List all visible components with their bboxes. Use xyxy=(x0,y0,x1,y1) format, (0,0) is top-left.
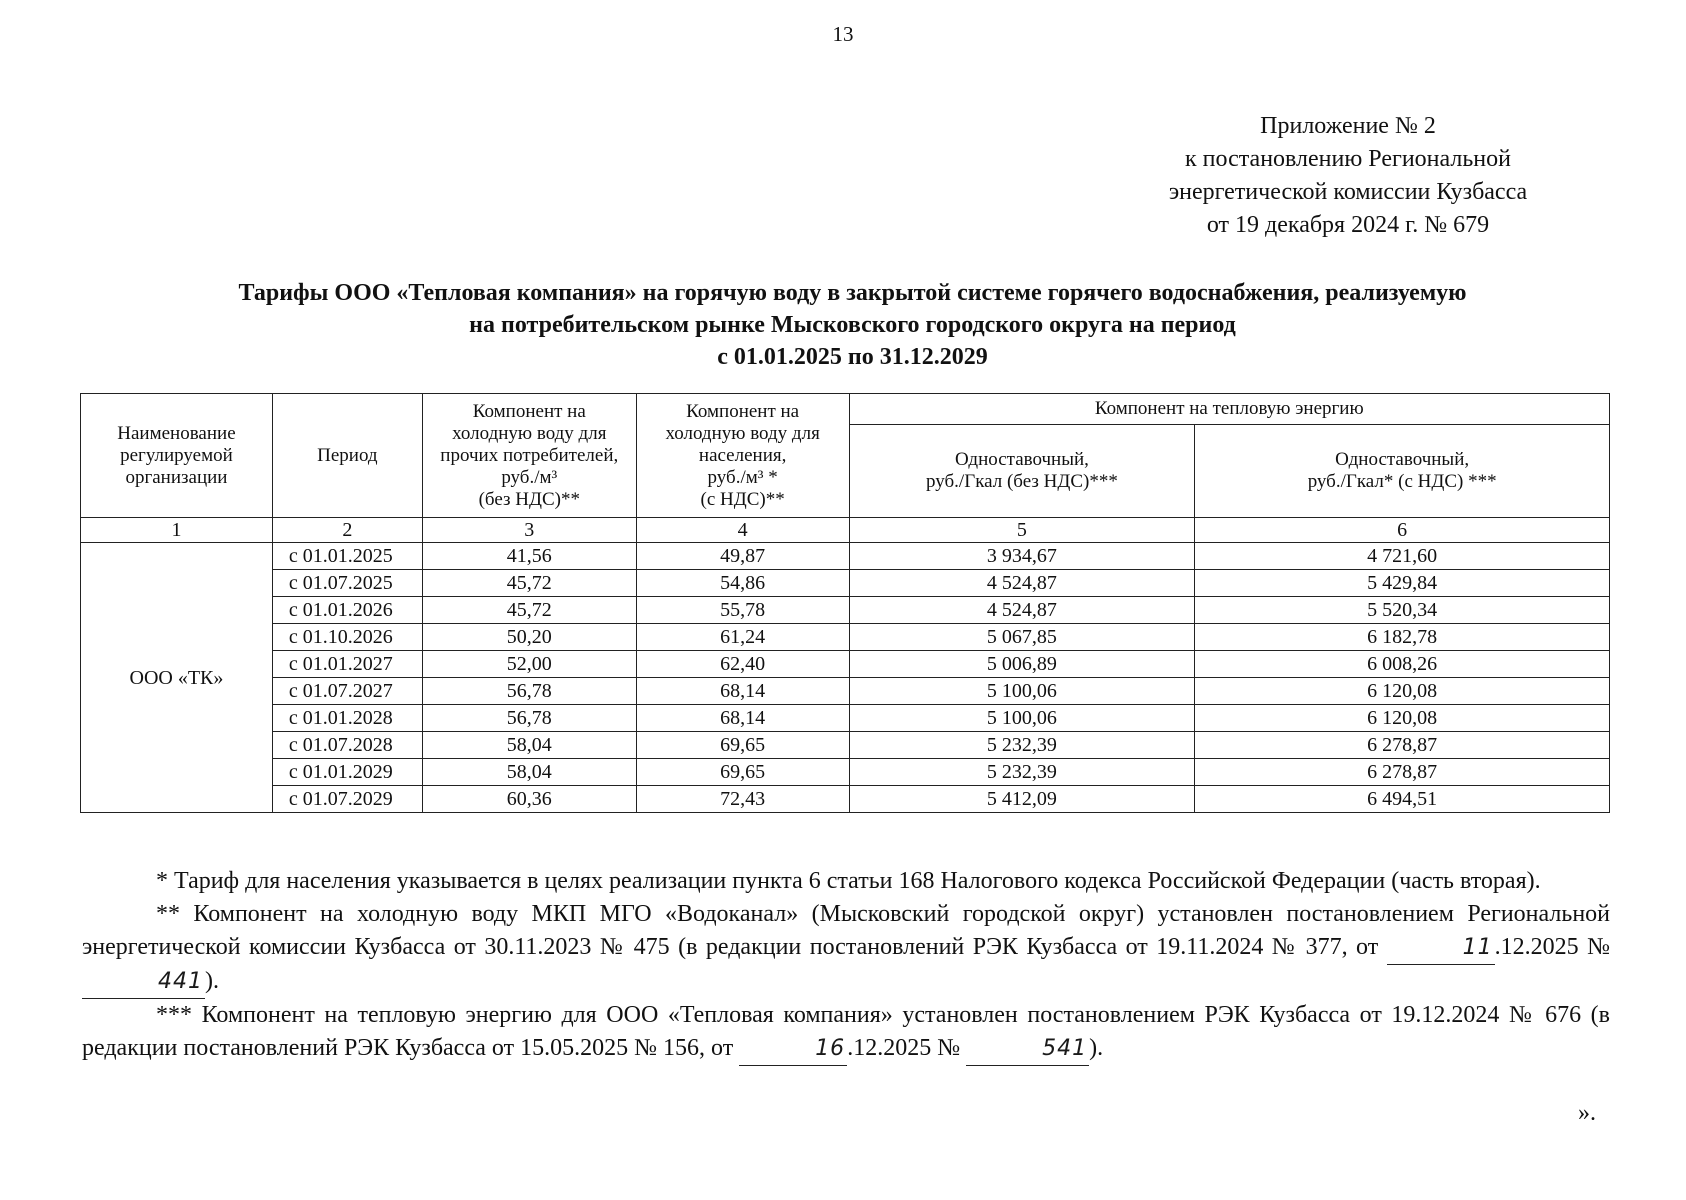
table-row xyxy=(81,543,1610,570)
header-cold-water-population-line: руб./м³ * xyxy=(707,466,778,488)
header-cold-water-other xyxy=(422,394,636,518)
heat-vat-cell: 5 429,84 xyxy=(1195,570,1610,597)
footnotes xyxy=(82,865,1610,1066)
period-cell: с 01.01.2029 xyxy=(272,759,422,786)
heat-vat-cell: 4 721,60 xyxy=(1195,543,1610,570)
cold-other-cell: 41,56 xyxy=(422,543,636,570)
header-single-rate-vat-line: Одноставочный, xyxy=(1335,449,1470,470)
cold-other-cell: 52,00 xyxy=(422,651,636,678)
header-thermal-energy: Компонент на тепловую энергию xyxy=(849,394,1609,425)
cold-other-cell: 56,78 xyxy=(422,705,636,732)
period-cell: с 01.01.2026 xyxy=(272,597,422,624)
cold-population-cell: 54,86 xyxy=(636,570,849,597)
table-row xyxy=(81,651,1610,678)
footnote-3-text: *** Компонент на тепловую энергию для ООО «Тепловая компания» установлен постановлением РЭК Кузбасса от 19.12.2024 № 676 (в редакции постановлений РЭК Кузбасса от 15.05.2025 № 156, от xyxy=(82,1002,1610,1061)
column-number: 3 xyxy=(422,518,636,543)
column-number: 1 xyxy=(81,518,273,543)
handwritten-number: 541 xyxy=(966,1032,1089,1066)
cold-population-cell: 68,14 xyxy=(636,678,849,705)
table-row xyxy=(81,705,1610,732)
handwritten-day: 16 xyxy=(739,1032,847,1066)
table-row xyxy=(81,759,1610,786)
header-single-rate-no-vat-line: руб./Гкал (без НДС)*** xyxy=(926,471,1118,492)
period-cell: с 01.07.2029 xyxy=(272,786,422,813)
header-organization: Наименование регулируемой организации xyxy=(81,394,273,518)
column-number-row xyxy=(81,518,1610,543)
header-single-rate-no-vat xyxy=(849,425,1195,518)
table-row xyxy=(81,678,1610,705)
header-cold-water-population-line: холодную воду для xyxy=(665,422,820,444)
footnote-2-text: ** Компонент на холодную воду МКП МГО «Водоканал» (Мысковский городской округ) установлен постановлением Региональной энергетической комиссии Кузбасса от 30.11.2023 № 475 (в редакции постановлений РЭК Кузбасса от 19.11.2024 № 377, от xyxy=(82,901,1610,960)
header-cold-water-other-line: прочих потребителей, xyxy=(440,444,619,466)
handwritten-day: 11 xyxy=(1387,931,1495,965)
page-number: 13 xyxy=(832,22,854,46)
period-cell: с 01.01.2025 xyxy=(272,543,422,570)
header-cold-water-other-line: холодную воду для xyxy=(452,422,607,444)
header-cold-water-population-line: Компонент на xyxy=(686,400,800,422)
heat-vat-cell: 6 494,51 xyxy=(1195,786,1610,813)
heat-vat-cell: 6 120,08 xyxy=(1195,678,1610,705)
footnote-3-text: ). xyxy=(1089,1035,1104,1061)
period-cell: с 01.07.2025 xyxy=(272,570,422,597)
period-cell: с 01.07.2028 xyxy=(272,732,422,759)
header-cold-water-other-line: (без НДС)** xyxy=(478,488,580,510)
cold-population-cell: 68,14 xyxy=(636,705,849,732)
cold-population-cell: 72,43 xyxy=(636,786,849,813)
heat-no-vat-cell: 5 412,09 xyxy=(849,786,1195,813)
heat-no-vat-cell: 5 100,06 xyxy=(849,705,1195,732)
cold-other-cell: 58,04 xyxy=(422,759,636,786)
table-row xyxy=(81,624,1610,651)
closing-quote: ». xyxy=(1578,1100,1596,1126)
organization-cell: ООО «ТК» xyxy=(81,543,273,813)
title-line-3: с 01.01.2025 по 31.12.2029 xyxy=(717,344,988,370)
heat-no-vat-cell: 3 934,67 xyxy=(849,543,1195,570)
header-cold-water-population-line: населения, xyxy=(698,444,787,466)
cold-population-cell: 61,24 xyxy=(636,624,849,651)
tariff-table xyxy=(80,393,1610,813)
heat-no-vat-cell: 5 232,39 xyxy=(849,732,1195,759)
heat-vat-cell: 6 008,26 xyxy=(1195,651,1610,678)
heat-vat-cell: 6 120,08 xyxy=(1195,705,1610,732)
cold-other-cell: 58,04 xyxy=(422,732,636,759)
heat-vat-cell: 6 182,78 xyxy=(1195,624,1610,651)
period-cell: с 01.10.2026 xyxy=(272,624,422,651)
heat-no-vat-cell: 5 100,06 xyxy=(849,678,1195,705)
cold-other-cell: 45,72 xyxy=(422,597,636,624)
cold-other-cell: 45,72 xyxy=(422,570,636,597)
title-line-1: Тарифы ООО «Тепловая компания» на горячую воду в закрытой системе горячего водоснабжения, реализуемую xyxy=(238,280,1467,306)
appendix-line-3: энергетической комиссии Кузбасса xyxy=(1168,179,1528,205)
appendix-line-2: к постановлению Региональной xyxy=(1185,146,1511,172)
footnote-2-text: .12.2025 № xyxy=(1494,934,1610,960)
cold-other-cell: 60,36 xyxy=(422,786,636,813)
header-single-rate-no-vat-line: Одноставочный, xyxy=(954,449,1089,470)
column-number: 5 xyxy=(849,518,1195,543)
cold-population-cell: 69,65 xyxy=(636,732,849,759)
table-row xyxy=(81,570,1610,597)
cold-population-cell: 62,40 xyxy=(636,651,849,678)
period-cell: с 01.01.2027 xyxy=(272,651,422,678)
footnote-3 xyxy=(82,999,1610,1066)
cold-other-cell: 56,78 xyxy=(422,678,636,705)
cold-population-cell: 49,87 xyxy=(636,543,849,570)
heat-no-vat-cell: 5 006,89 xyxy=(849,651,1195,678)
heat-vat-cell: 6 278,87 xyxy=(1195,732,1610,759)
footnote-1: * Тариф для населения указывается в целях реализации пункта 6 статьи 168 Налогового кодекса Российской Федерации (часть вторая). xyxy=(156,868,1541,894)
heat-no-vat-cell: 4 524,87 xyxy=(849,597,1195,624)
header-cold-water-population xyxy=(636,394,849,518)
footnote-2 xyxy=(82,898,1610,999)
heat-vat-cell: 6 278,87 xyxy=(1195,759,1610,786)
appendix-line-4: от 19 декабря 2024 г. № 679 xyxy=(1206,212,1490,238)
footnote-2-text: ). xyxy=(205,968,219,994)
table-row xyxy=(81,732,1610,759)
header-cold-water-population-line: (с НДС)** xyxy=(700,488,785,510)
header-single-rate-vat-line: руб./Гкал* (с НДС) *** xyxy=(1307,471,1497,492)
heat-vat-cell: 5 520,34 xyxy=(1195,597,1610,624)
cold-other-cell: 50,20 xyxy=(422,624,636,651)
cold-population-cell: 55,78 xyxy=(636,597,849,624)
title-line-2: на потребительском рынке Мысковского городского округа на период xyxy=(469,312,1236,338)
period-cell: с 01.07.2027 xyxy=(272,678,422,705)
header-single-rate-vat xyxy=(1195,425,1610,518)
heat-no-vat-cell: 4 524,87 xyxy=(849,570,1195,597)
column-number: 6 xyxy=(1195,518,1610,543)
heat-no-vat-cell: 5 232,39 xyxy=(849,759,1195,786)
table-row xyxy=(81,597,1610,624)
period-cell: с 01.01.2028 xyxy=(272,705,422,732)
appendix-line-1: Приложение № 2 xyxy=(1260,113,1436,139)
column-number: 4 xyxy=(636,518,849,543)
appendix-header xyxy=(1088,110,1608,242)
header-cold-water-other-line: Компонент на xyxy=(472,400,586,422)
heat-no-vat-cell: 5 067,85 xyxy=(849,624,1195,651)
header-period: Период xyxy=(272,394,422,518)
handwritten-number: 441 xyxy=(82,965,205,999)
header-cold-water-other-line: руб./м³ xyxy=(501,466,558,488)
footnote-3-text: .12.2025 № xyxy=(847,1035,967,1061)
table-row xyxy=(81,786,1610,813)
document-title xyxy=(90,277,1615,373)
cold-population-cell: 69,65 xyxy=(636,759,849,786)
column-number: 2 xyxy=(272,518,422,543)
